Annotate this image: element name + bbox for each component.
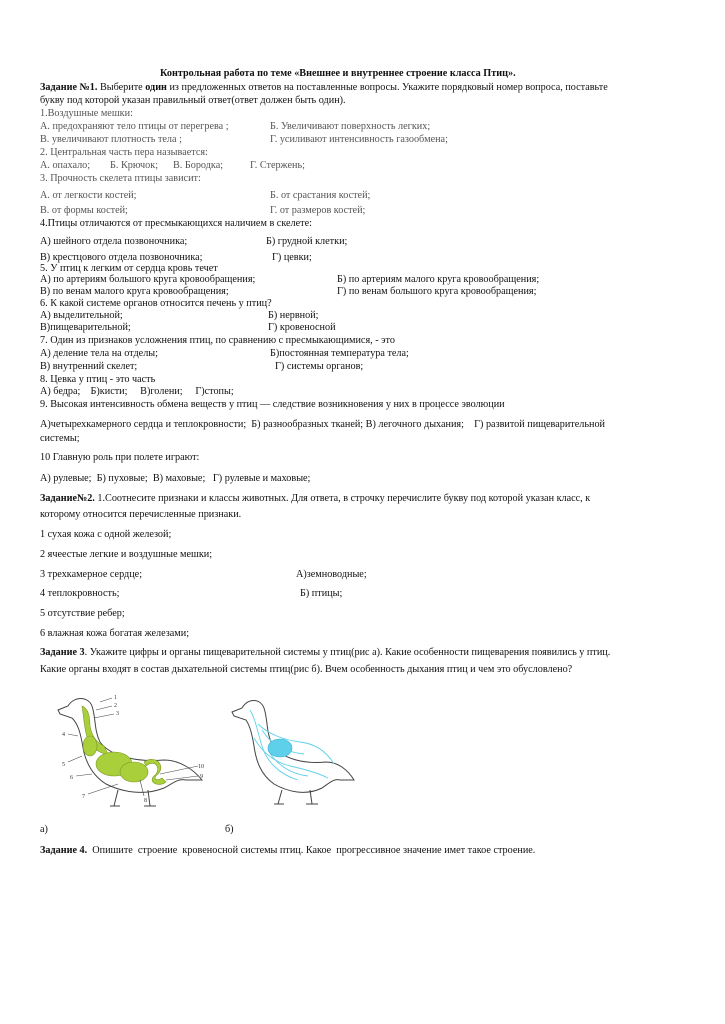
q1-option-d: Г. усиливают интенсивность газообмена; <box>270 134 448 145</box>
task2-class-a: А)земноводные; <box>296 569 367 580</box>
digestive-system-figure <box>48 684 218 810</box>
q9-options: А)четырехкамерного сердца и теплокровности; Б) разнообразных тканей; В) легочного дыхания; Г) развитой пищеварительной <box>40 419 605 430</box>
task1-intro-line2: букву под которой указан правильный ответ(ответ должен быть один). <box>40 95 346 106</box>
fig-a-caption: а) <box>40 824 48 835</box>
q7-text: 7. Один из признаков усложнения птиц, по сравнению с пресмыкающимися, - это <box>40 335 395 346</box>
q4-option-b: Б) грудной клетки; <box>266 236 348 247</box>
fig-a-number-5: 5 <box>62 762 65 768</box>
q7-option-a: А) деление тела на отделы; <box>40 348 158 359</box>
respiratory-organs <box>250 710 334 780</box>
task2-intro: Задание№2. 1.Соотнесите признаки и классы животных. Для ответа, в строчку перечислите букву под которой указан класс, к <box>40 493 591 504</box>
q6-option-c: В)пищеварительной; <box>40 322 131 333</box>
q3-option-b: Б. от срастания костей; <box>270 190 371 201</box>
fig-b-caption: б) <box>225 824 234 835</box>
task2-item-3: 3 трехкамерное сердце; <box>40 569 143 580</box>
task2-intro-line2: которому относится перечисленные признаки. <box>40 509 242 520</box>
q8-text: 8. Цевка у птиц - это часть <box>40 374 156 385</box>
q8-options: А) бедра; Б)кисти; В)голени; Г)стопы; <box>40 386 234 397</box>
task3-label: Задание 3 <box>40 647 85 658</box>
q3-option-a: А. от легкости костей; <box>40 190 137 201</box>
q6-text: 6. К какой системе органов относится печень у птиц? <box>40 298 272 309</box>
q10-text: 10 Главную роль при полете играют: <box>40 452 200 463</box>
q2-text: 2. Центральная часть пера называется: <box>40 147 208 158</box>
task2-item-4: 4 теплокровность; <box>40 588 120 599</box>
fig-a-number-6: 6 <box>70 775 73 781</box>
task2-label: Задание№2. <box>40 493 95 504</box>
q1-option-a: А. предохраняют тело птицы от перегрева ; <box>40 121 229 132</box>
q1-text: 1.Воздушные мешки: <box>40 108 133 119</box>
q9-text: 9. Высокая интенсивность обмена веществ у птиц — следствие возникновения у них в процессе эволюции <box>40 399 505 410</box>
q1-option-b: Б. Увеличивают поверхность легких; <box>270 121 431 132</box>
task2-item-6: 6 влажная кожа богатая железами; <box>40 628 190 639</box>
fig-a-number-9: 9 <box>200 774 203 780</box>
q5-text: 5. У птиц к легким от сердца кровь течет <box>40 263 218 274</box>
fig-a-number-1: 1 <box>114 695 117 701</box>
q7-option-c: В) внутренний скелет; <box>40 361 138 372</box>
fig-a-number-2: 2 <box>114 703 117 709</box>
task2-item-5: 5 отсутствие ребер; <box>40 608 125 619</box>
lung-icon <box>268 739 292 757</box>
q6-option-a: А) выделительной; <box>40 310 123 321</box>
task4-text: Задание 4. Опишите строение кровеносной системы птиц. Какое прогрессивное значение имет такое строение. <box>40 845 536 856</box>
task1-label: Задание №1. <box>40 82 98 93</box>
task4-label: Задание 4. <box>40 845 88 856</box>
q5-option-b: Б) по артериям малого круга кровообращения; <box>337 274 540 285</box>
q5-option-d: Г) по венам большого круга кровообращения; <box>337 286 537 297</box>
q6-option-d: Г) кровеносной <box>268 322 336 333</box>
fig-a-number-8: 8 <box>144 798 147 804</box>
q2-option-a: А. опахало; <box>40 160 91 171</box>
task2-item-2: 2 ячеестые легкие и воздушные мешки; <box>40 549 213 560</box>
q6-option-b: Б) нервной; <box>268 310 319 321</box>
page-title: Контрольная работа по теме «Внешнее и внутреннее строение класса Птиц». <box>160 68 516 79</box>
q5-option-a: А) по артериям большого круга кровообращения; <box>40 274 256 285</box>
task3-text: Задание 3. Укажите цифры и органы пищеварительной системы у птиц(рис а). Какие особенности пищеварения появились у птиц. <box>40 647 611 658</box>
q2-option-c: В. Бородка; <box>173 160 224 171</box>
q4-text: 4.Птицы отличаются от пресмыкающихся наличием в скелете: <box>40 218 312 229</box>
q9-options-line2: системы; <box>40 433 80 444</box>
q3-option-c: В. от формы костей; <box>40 205 128 216</box>
fig-a-number-3: 3 <box>116 711 119 717</box>
q2-option-b: Б. Крючок; <box>110 160 159 171</box>
task2-class-b: Б) птицы; <box>300 588 343 599</box>
q5-option-c: В) по венам малого круга кровообращения; <box>40 286 229 297</box>
task3-text-line2: Какие органы входят в состав дыхательной системы птиц(рис б). Вчем особенность дыхания птиц и чем это обусловлено? <box>40 664 573 675</box>
fig-a-number-4: 4 <box>62 732 65 738</box>
q2-option-d: Г. Стержень; <box>250 160 305 171</box>
q4-option-c: В) крестцового отдела позвоночника; <box>40 252 203 263</box>
respiratory-system-figure <box>228 690 358 810</box>
q3-text: 3. Прочность скелета птицы зависит: <box>40 173 201 184</box>
q4-option-d: Г) цевки; <box>272 252 312 263</box>
task2-item-1: 1 сухая кожа с одной железой; <box>40 529 172 540</box>
q3-option-d: Г. от размеров костей; <box>270 205 366 216</box>
q7-option-b: Б)постоянная температура тела; <box>270 348 409 359</box>
q1-option-c: В. увеличивают плотность тела ; <box>40 134 182 145</box>
q7-option-d: Г) системы органов; <box>275 361 364 372</box>
task1-intro: Задание №1. Выберите один из предложенных ответов на поставленные вопросы. Укажите порядковый номер вопроса, поставьте <box>40 82 608 93</box>
fig-a-number-10: 10 <box>198 764 204 770</box>
q4-option-a: А) шейного отдела позвоночника; <box>40 236 188 247</box>
q10-options: А) рулевые; Б) пуховые; В) маховые; Г) рулевые и маховые; <box>40 473 311 484</box>
fig-a-number-7: 7 <box>82 794 85 800</box>
